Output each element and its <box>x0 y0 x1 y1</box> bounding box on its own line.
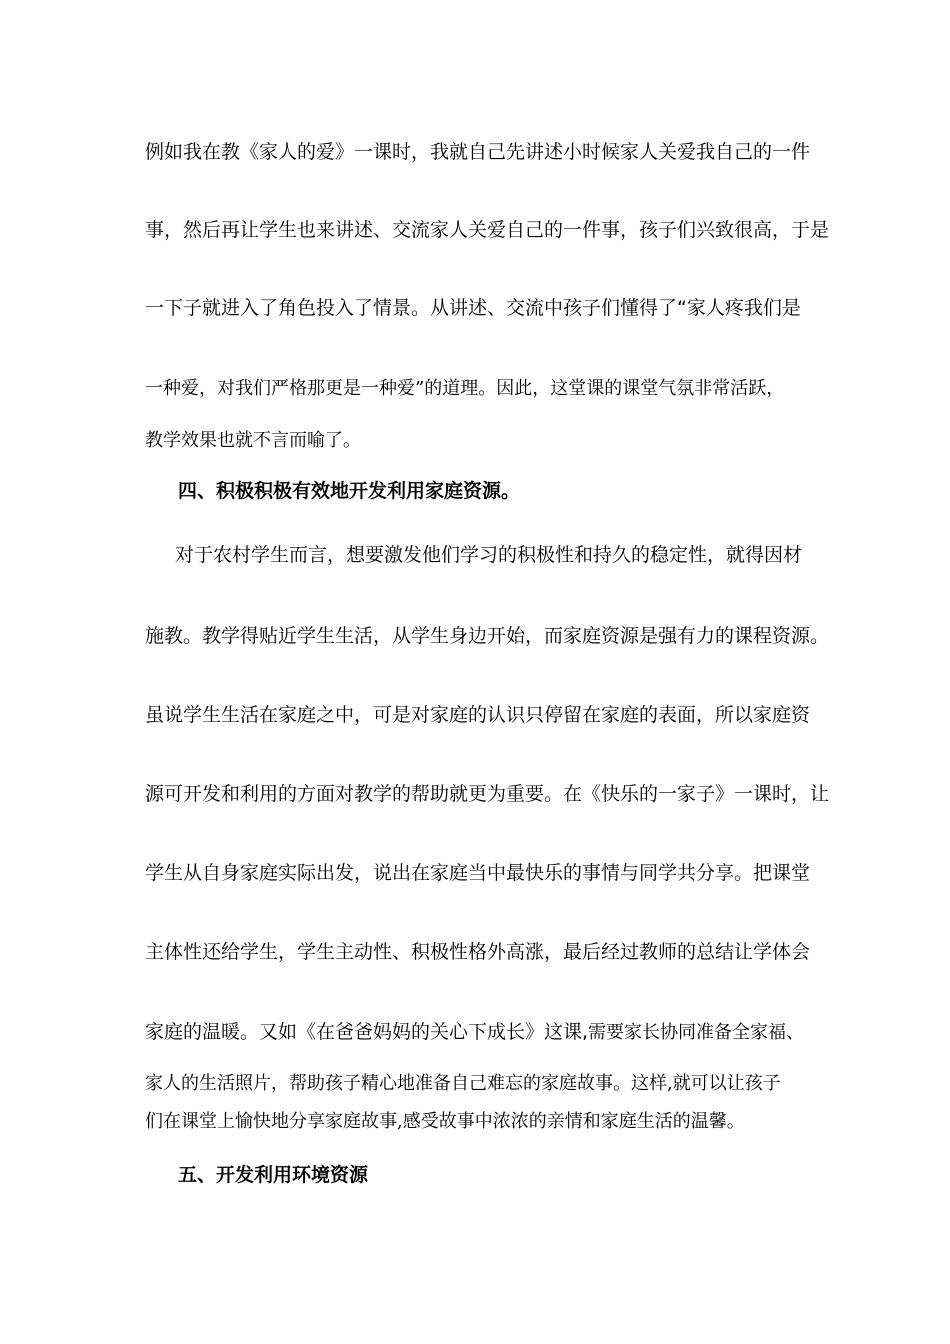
paragraph-1-line-5: 教学效果也就不言而喻了。 <box>145 430 361 451</box>
paragraph-1-line-4: 一种爱，对我们严格那更是一种爱”的道理。因此，这堂课的课堂气氛非常活跃， <box>145 378 785 399</box>
paragraph-2-line-5: 学生从自身家庭实际出发，说出在家庭当中最快乐的事情与同学共分享。把课堂 <box>145 862 811 884</box>
section-heading-4: 四、积极积极有效地开发利用家庭资源。 <box>178 480 521 502</box>
paragraph-1-line-3: 一下子就进入了角色投入了情景。从讲述、交流中孩子们懂得了“家人疼我们是 <box>145 297 801 319</box>
paragraph-2-line-4: 源可开发和利用的方面对教学的帮助就更为重要。在《快乐的一家子》一课时，让 <box>145 783 830 805</box>
paragraph-2-line-7-part-b: 需要家长协同准备全家福、 <box>588 1022 805 1043</box>
paragraph-1-line-1: 例如我在教《家人的爱》一课时，我就自己先讲述小时候家人关爱我自己的一件 <box>145 141 811 163</box>
paragraph-2-line-7-part-a: 家庭的温暖。又如《在爸爸妈妈的关心下成长》这课, <box>145 1021 589 1043</box>
paragraph-2-line-9: 们在课堂上愉快地分享家庭故事,感受故事中浓浓的亲情和家庭生活的温馨。 <box>145 1111 745 1132</box>
paragraph-2-line-2: 施教。教学得贴近学生生活，从学生身边开始，而家庭资源是强有力的课程资源。 <box>145 625 830 647</box>
paragraph-2-line-8: 家人的生活照片，帮助孩子精心地准备自己难忘的家庭故事。这样,就可以让孩子 <box>145 1073 781 1094</box>
paragraph-2-line-7 <box>145 1023 810 1042</box>
paragraph-1-line-2: 事，然后再让学生也来讲述、交流家人关爱自己的一件事，孩子们兴致很高，于是 <box>145 219 830 241</box>
paragraph-2-line-6: 主体性还给学生，学生主动性、积极性格外高涨，最后经过教师的总结让学体会 <box>145 941 811 963</box>
paragraph-2-line-1: 对于农村学生而言，想要激发他们学习的积极性和持久的稳定性，就得因材 <box>175 544 803 566</box>
paragraph-2-line-3: 虽说学生生活在家庭之中，可是对家庭的认识只停留在家庭的表面，所以家庭资 <box>145 704 811 726</box>
section-heading-5: 五、开发利用环境资源 <box>178 1164 369 1186</box>
